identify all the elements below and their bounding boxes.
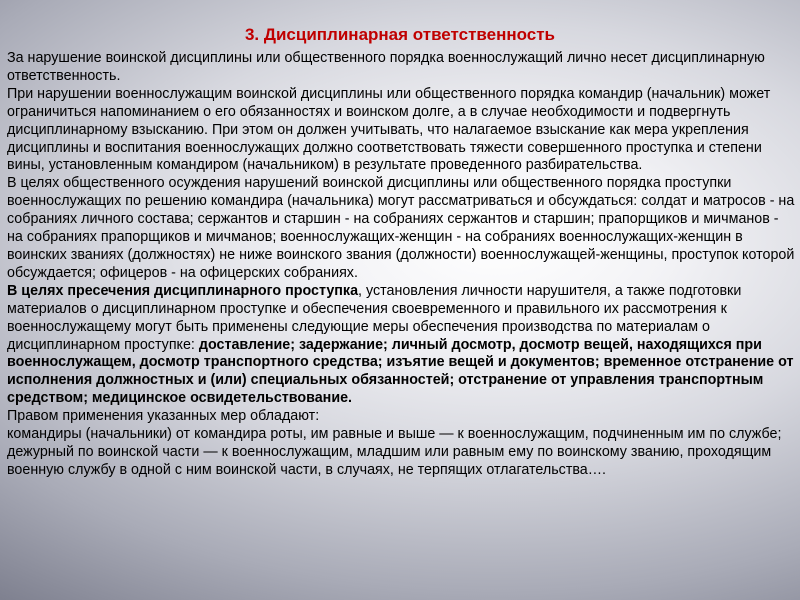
suppression-lead-text: В целях пресечения дисциплинарного проступка [7, 282, 359, 299]
suppression-measures-list: доставление; задержание; личный досмотр, досмотр вещей, находящихся при военнослужащем, досмотр транспортного средства; изъятие вещей и документов; временное отстранение от исполнения должностных и (или) специальных обязанностей; отстранение от управления транспортным средством; медицинское освидетельствование. [7, 336, 794, 407]
paragraph-duty-officer-authority: дежурный по воинской части — к военнослужащим, младшим или равным ему по воинскому званию, проходящим военную службу в одной с ним воинской части, в случаях, не терпящих отлагательства…. [7, 443, 772, 478]
paragraph-personal-responsibility: За нарушение воинской дисциплины или общественного порядка военнослужащий лично несет дисциплинарную ответственность. [7, 50, 765, 84]
paragraph-suppression-measures [7, 283, 795, 408]
paragraph-authority-intro: Правом применения указанных мер обладают: [7, 408, 320, 425]
slide-title: 3. Дисциплинарная ответственность [244, 25, 556, 44]
slide-body [7, 50, 795, 480]
paragraph-public-condemnation: В целях общественного осуждения нарушений воинской дисциплины или общественного порядка проступки военнослужащих по решению командира (начальника) могут рассматриваться и обсуждаться: солдат и матросов - на собраниях личного состава; сержантов и старшин - на собраниях сержантов и старшин; прапорщиков и мичманов - на собраниях прапорщиков и мичманов; военнослужащих-женщин - на собраниях военнослужащих-женщин в воинских званиях (должностях) не ниже воинского звания (должности) военнослужащей-женщины, проступок которой обсуждается; офицеров - на офицерских собраниях. [7, 175, 795, 281]
paragraph-commanders-authority: командиры (начальники) от командира роты, им равные и выше — к военнослужащим, подчиненным им по службе; [7, 426, 782, 443]
paragraph-commander-actions: При нарушении военнослужащим воинской дисциплины или общественного порядка командир (начальник) может ограничиться напоминанием о его обязанностях и воинском долге, а в случае необходимости и подвергнуть дисциплинарному взысканию. При этом он должен учитывать, что налагаемое взыскание как мера укрепления дисциплины и воспитания военнослужащих должно соответствовать тяжести совершенного проступка и степени вины, установленным командиром (начальником) в результате проведенного разбирательства. [7, 85, 771, 174]
suppression-body-text: , установления личности нарушителя, а также подготовки материалов о дисциплинарном проступке и обеспечения своевременного и правильного их рассмотрения к военнослужащему могут быть применены следующие меры обеспечения производства по материалам о дисциплинарном проступке: [7, 282, 742, 353]
